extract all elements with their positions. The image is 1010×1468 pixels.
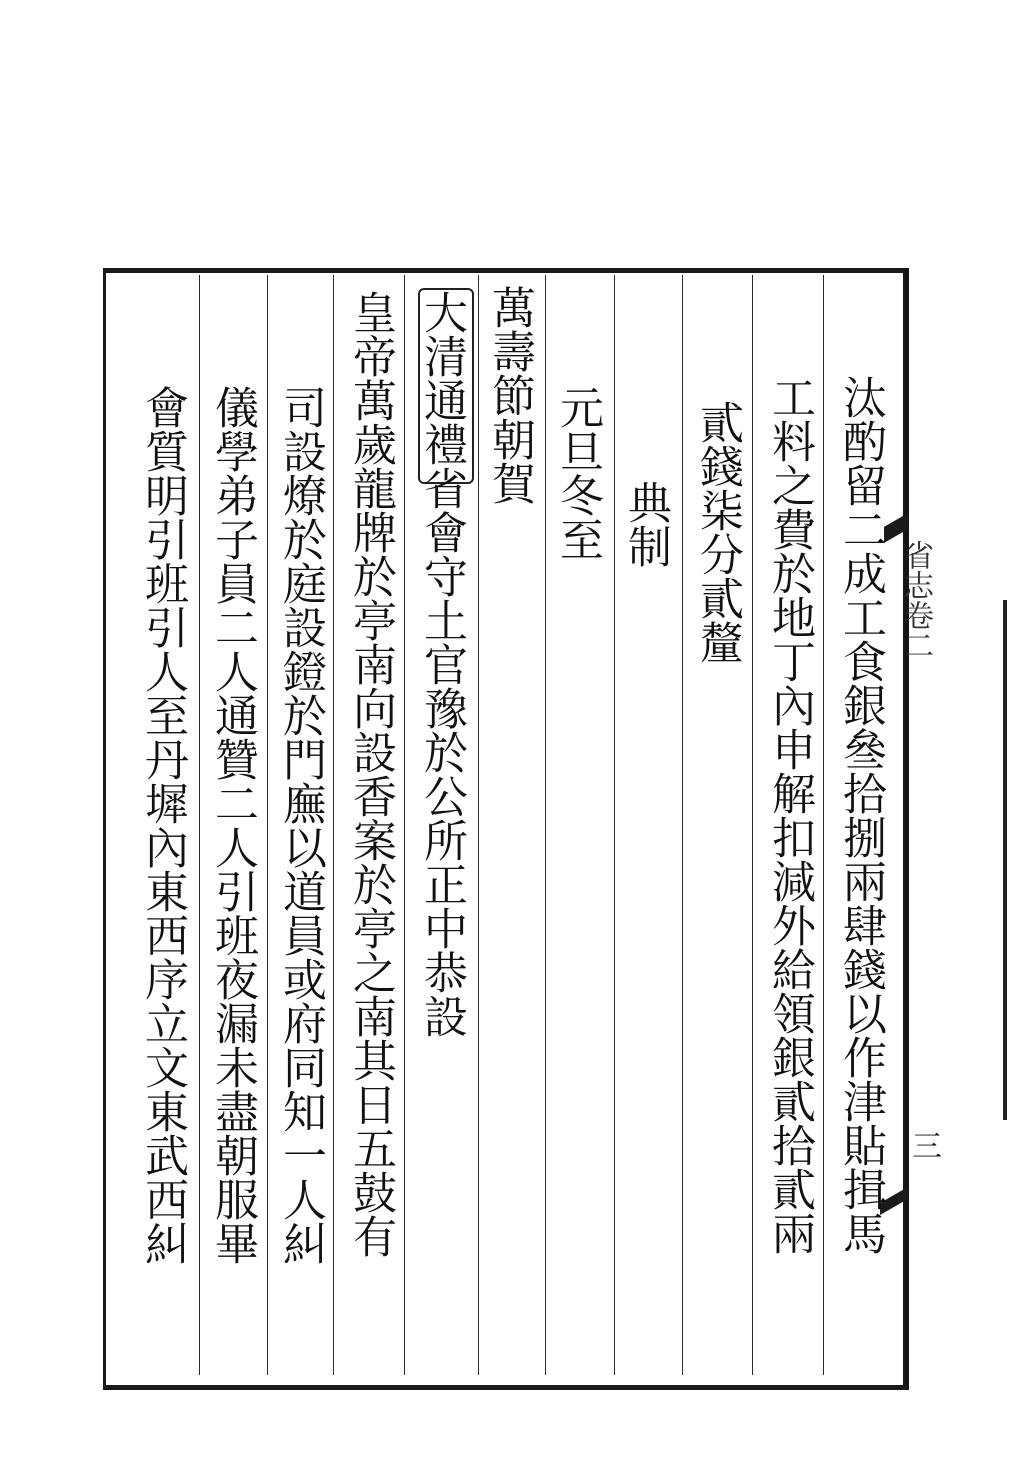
outer-border-band (903, 268, 909, 1385)
text-column-8: 皇帝萬歲龍牌於亭南向設香案於亭之南其日五鼓有 (345, 290, 396, 1258)
text-column-3: 貳錢柒分貳釐 (692, 400, 743, 664)
section-heading: 典制 (620, 480, 671, 568)
text-column-11: 會質明引班引人至丹墀內東西序立文東武西糾 (137, 385, 188, 1265)
text-column-10: 儀學弟子員二人通贊二人引班夜漏未盡朝服畢 (207, 385, 258, 1265)
column-rule (614, 275, 615, 1375)
margin-page-number: 三 (906, 1130, 941, 1160)
column-rule (333, 275, 334, 1375)
column-rule (752, 275, 753, 1375)
text-column-1: 汰酌留二成工食銀叄拾捌兩肆錢以作津貼揖馬 (835, 375, 886, 1255)
text-column-2: 工料之費於地丁內申解扣減外給領銀貳拾貳兩 (764, 375, 815, 1255)
text-column-7: 大清通禮省會守土官豫於公所正中恭設 (416, 290, 467, 1038)
right-margin-edge (1003, 600, 1007, 1120)
text-column-6: 萬壽節朝賀 (484, 285, 535, 505)
column-rule (823, 275, 824, 1375)
column-rule (404, 275, 405, 1375)
text-column-5: 元旦冬至 (552, 385, 603, 561)
text-column-9: 司設燎於庭設鐙於門廡以道員或府同知一人糾 (275, 385, 326, 1265)
column-rule (682, 275, 683, 1375)
margin-volume-title: 省志卷二 (898, 540, 933, 660)
